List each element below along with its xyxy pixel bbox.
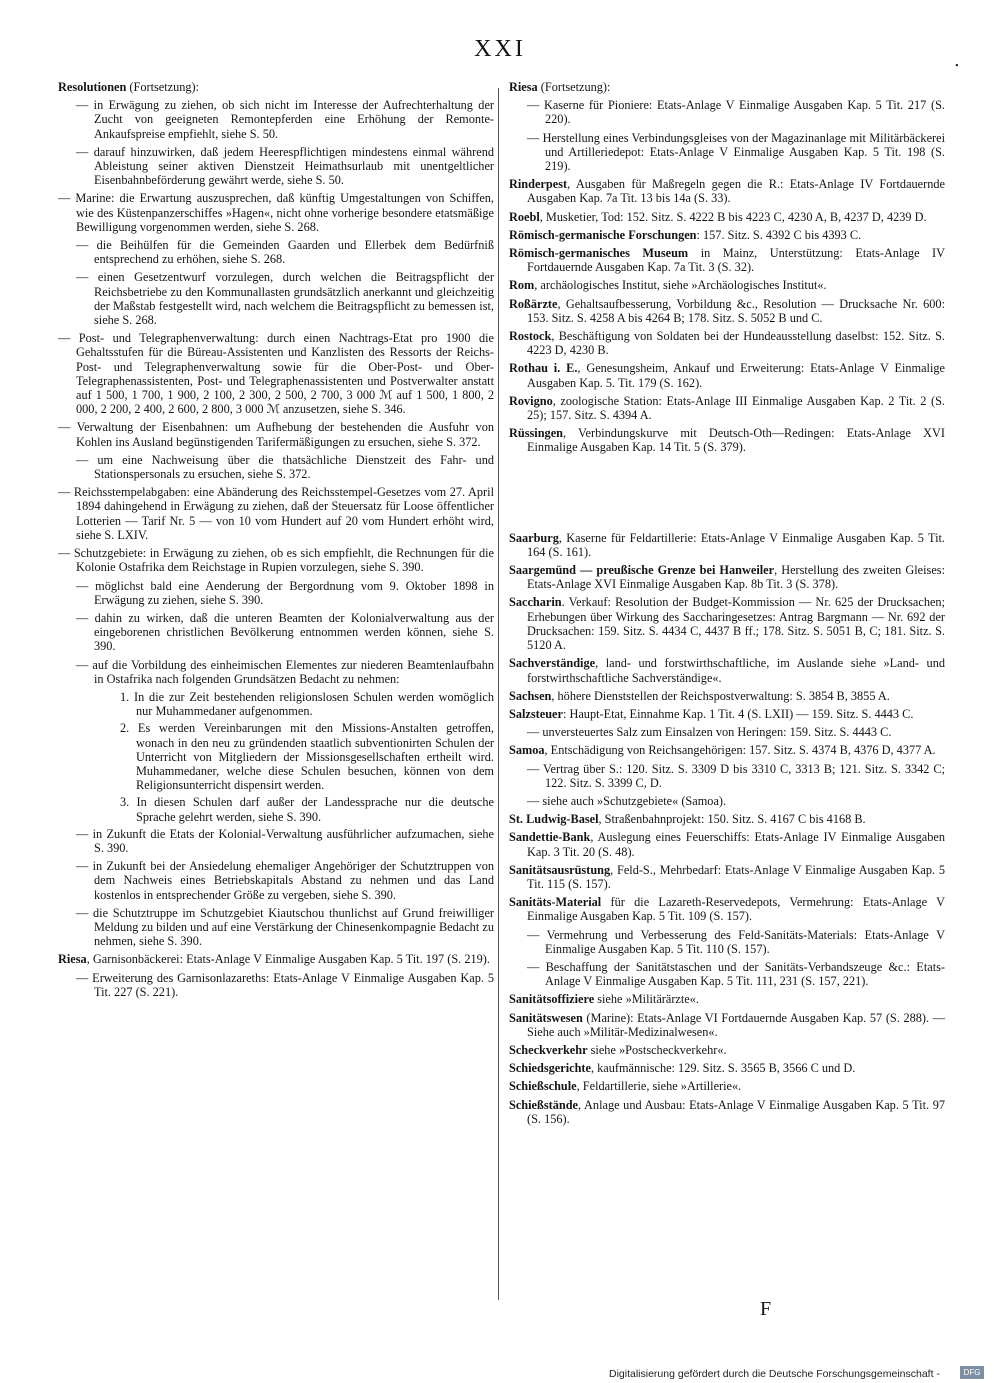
entry-text: , Feld-S., Mehrbedarf: Etats-Anlage V Einmalige Ausgaben Kap. 5 Tit. 115 (S. 157).	[527, 862, 945, 891]
index-entry	[509, 210, 945, 224]
index-entry	[509, 863, 945, 891]
entry-text: — Post- und Telegraphenverwaltung: durch einen Nachtrags-Etat pro 1900 die Gehaltsstufen für die Büreau-Assistenten und Kanzlisten des Ressorts der Reichs-Post- und Telegraphenverwaltung sowie für die Ober-Post- und Ober-Telegraphenassistenten, Post- und Telegraphenassistenten und Postverwalter anstatt auf 1 500, 1 700, 1 900, 2 100, 2 300, 2 500, 2 700, 3 000 ℳ auf 1 500, 1 800, 2 000, 2 200, 2 400, 2 600, 2 800, 3 000 ℳ anzusetzen, siehe S. 346.	[58, 331, 494, 417]
entry-text: — in Zukunft bei der Ansiedelung ehemaliger Angehöriger der Schutztruppen von dem Nachweis eines Betriebskapitals Abstand zu nehmen und das Land kostenlos in entsprechender Größe zu vergeben, siehe S. 390.	[76, 859, 494, 902]
entry-text: — Schutzgebiete: in Erwägung zu ziehen, ob es sich empfiehlt, die Rechnungen für die Kolonie Ostafrika dem Reichstage in Rupien vorzulegen, siehe S. 390.	[58, 546, 494, 575]
entry-headword: Roebl	[509, 209, 540, 224]
index-entry	[76, 827, 494, 855]
entry-text: in Mainz, Unterstützung: Etats-Anlage IV Fortdauernde Ausgaben Kap. 7a Tit. 3 (S. 32).	[527, 246, 946, 275]
entry-text: , Beschäftigung von Soldaten bei der Hundeausstellung daselbst: 152. Sitz. S. 4223 D, 4230 B.	[527, 329, 945, 358]
index-entry	[58, 546, 494, 574]
entry-headword: Sanitätsausrüstung	[509, 862, 611, 877]
index-entry	[58, 191, 494, 234]
entry-text: , Auslegung eines Feuerschiffs: Etats-Anlage IV Einmalige Ausgaben Kap. 3 Tit. 20 (S. 48).	[527, 830, 945, 859]
index-entry	[76, 579, 494, 607]
entry-text: , Ausgaben für Maßregeln gegen die R.: Etats-Anlage IV Fortdauernde Ausgaben Kap. 7a Tit. 13 bis 14a (S. 33).	[527, 177, 945, 206]
entry-headword: Römisch-germanische Forschungen	[509, 227, 697, 242]
entry-text: (Marine): Etats-Anlage VI Fortdauernde Ausgaben Kap. 57 (S. 288). — Siehe auch »Militär-Medizinalwesen«.	[527, 1010, 945, 1039]
column-divider	[498, 88, 499, 1300]
index-entry	[509, 394, 945, 422]
entry-text: — Kaserne für Pioniere: Etats-Anlage V Einmalige Ausgaben Kap. 5 Tit. 217 (S. 220).	[527, 98, 945, 127]
entry-headword: Sanitätswesen	[509, 1010, 583, 1025]
entry-text: — einen Gesetzentwurf vorzulegen, durch welchen die Beitragspflicht der Reichsbetriebe zu den Kommunallasten grundsätzlich anerkannt und gleichzeitig der Maßstab festgestellt wird, nach welchem die Beitragspflicht zu bemessen ist, siehe S. 268.	[76, 270, 494, 328]
index-entry	[509, 531, 945, 559]
entry-text: . Verkauf: Resolution der Budget-Kommission — Nr. 625 der Drucksachen; Erhebungen über Wirkung des Saccharingesetzes: Antrag Bargmann — Nr. 692 der Drucksachen: 159. Sitz. S. 4434 C, 4437 B ff.; 178. Sitz. S. 5051 B, C; 181. Sitz. S. 5120 A.	[527, 595, 945, 653]
index-entry	[527, 725, 945, 739]
index-entry	[527, 928, 945, 956]
index-entry	[76, 658, 494, 686]
entry-text: siehe »Militärärzte«.	[594, 992, 699, 1007]
entry-text: , Straßenbahnprojekt: 150. Sitz. S. 4167 C bis 4168 B.	[598, 812, 866, 827]
entry-text: : Haupt-Etat, Einnahme Kap. 1 Tit. 4 (S. LXII) — 159. Sitz. S. 4443 C.	[562, 706, 914, 721]
index-entry	[76, 859, 494, 902]
index-entry	[509, 1079, 945, 1093]
index-entry	[120, 795, 494, 823]
entry-headword: Römisch-germanisches Museum	[509, 246, 689, 261]
index-entry	[509, 278, 945, 292]
entry-headword: Rovigno	[509, 393, 553, 408]
index-entry	[76, 145, 494, 188]
index-entry	[509, 80, 945, 94]
entry-headword: Rüssingen	[509, 426, 563, 441]
entry-headword: Resolutionen	[58, 80, 127, 94]
index-entry	[76, 906, 494, 949]
index-entry	[509, 1098, 945, 1126]
entry-text: (Fortsetzung):	[126, 80, 200, 94]
entry-headword: Sandettie-Bank	[509, 830, 591, 845]
entry-text: , Herstellung des zweiten Gleises: Etats-Anlage XVI Einmalige Ausgaben Kap. 8b Tit. 3 (S. 378).	[527, 563, 945, 592]
index-entry	[509, 743, 945, 757]
entry-text: — Vermehrung und Verbesserung des Feld-Sanitäts-Materials: Etats-Anlage V Einmalige Ausgaben Kap. 5 Tit. 110 (S. 157).	[527, 927, 945, 956]
entry-text: — auf die Vorbildung des einheimischen Elementes zur niederen Beamtenlaufbahn in Ostafrika nach folgenden Grundsätzen Bedacht zu nehmen:	[76, 657, 494, 686]
index-entry	[509, 361, 945, 389]
index-entry	[58, 80, 494, 94]
entry-headword: Sanitätsoffiziere	[509, 992, 595, 1007]
entry-text: 3. In diesen Schulen darf außer der Landessprache nur die deutsche Sprache gelehrt werden, siehe S. 390.	[120, 795, 494, 824]
sheet-signature: F	[760, 1298, 772, 1320]
entry-text: 2. Es werden Vereinbarungen mit den Missions-Anstalten getroffen, wonach in den neu zu gründenden staatlich subventionirten Schulen der Unterricht von Mitgliedern der Missionsgesellschaften ertheilt wird. Muhammedaner, welche diese Schulen besuchen, können von dem Religionsunterricht dispensirt werden.	[120, 721, 494, 793]
entry-text: — dahin zu wirken, daß die unteren Beamten der Kolonialverwaltung aus der eingeborenen christlichen Bevölkerung entnommen werden können, siehe S. 390.	[76, 610, 494, 654]
entry-headword: Salzsteuer	[509, 706, 563, 721]
entry-text: , Garnisonbäckerei: Etats-Anlage V Einmalige Ausgaben Kap. 5 Tit. 197 (S. 219).	[86, 952, 490, 967]
entry-text: , kaufmännische: 129. Sitz. S. 3565 B, 3566 C und D.	[590, 1061, 856, 1076]
entry-text: , land- und forstwirthschaftliche, im Auslande siehe »Land- und forstwirthschaftliche Sachverständige«.	[527, 656, 945, 685]
entry-text: — die Beihülfen für die Gemeinden Gaarden und Ellerbek dem Bedürfniß entsprechend zu erhöhen, siehe S. 268.	[76, 238, 494, 267]
index-entry	[58, 952, 494, 966]
entry-text: — Marine: die Erwartung auszusprechen, daß künftig Umgestaltungen von Schiffen, wie des Küstenpanzerschiffes »Hagen«, nicht ohne vorherige besondere etatsmäßige Bewilligung vorgenommen werden, siehe S. 268.	[58, 191, 494, 234]
entry-text: , archäologisches Institut, siehe »Archäologisches Institut«.	[534, 278, 827, 293]
entry-headword: Schiedsgerichte	[509, 1061, 591, 1076]
index-entry	[509, 812, 945, 826]
entry-text: für die Lazareth-Reservedepots, Vermehrung: Etats-Anlage V Einmalige Ausgaben Kap. 5 Tit. 109 (S. 157).	[527, 895, 945, 924]
entry-text: , Verbindungskurve mit Deutsch-Oth—Redingen: Etats-Anlage XVI Einmalige Ausgaben Kap. 14 Tit. 5 (S. 379).	[527, 426, 945, 455]
entry-headword: Scheckverkehr	[509, 1042, 588, 1057]
entry-text: , Entschädigung von Reichsangehörigen: 157. Sitz. S. 4374 B, 4376 D, 4377 A.	[544, 743, 936, 758]
entry-headword: Saarburg	[509, 530, 559, 545]
index-entry	[76, 453, 494, 481]
entry-text: : 157. Sitz. S. 4392 C bis 4393 C.	[696, 227, 862, 242]
index-entry	[527, 794, 945, 808]
entry-text: 1. In die zur Zeit bestehenden religionslosen Schulen werden womöglich nur Muhammedaner aufgenommen.	[120, 689, 494, 719]
entry-headword: Saccharin	[509, 595, 562, 610]
entry-headword: Schießschule	[509, 1079, 577, 1094]
entry-text: , Genesungsheim, Ankauf und Erweiterung: Etats-Anlage V Einmalige Ausgaben Kap. 5. Tit. 179 (S. 162).	[527, 361, 945, 390]
entry-headword: Samoa	[509, 743, 545, 758]
left-column	[58, 80, 494, 1003]
entry-text: — möglichst bald eine Aenderung der Bergordnung vom 9. Oktober 1898 in Erwägung zu ziehen, siehe S. 390.	[76, 578, 494, 607]
entry-headword: Sanitäts-Material	[509, 895, 602, 910]
entry-text: — in Erwägung zu ziehen, ob sich nicht im Interesse der Aufrechterhaltung der Zucht von geeigneten Remontepferden eine Erhöhung der Remonte-Ankaufspreise empfiehlt, siehe S. 50.	[76, 98, 494, 141]
entry-headword: Schießstände	[509, 1097, 579, 1112]
index-entry	[509, 228, 945, 242]
index-entry	[509, 595, 945, 652]
entry-headword: Rom	[509, 278, 535, 293]
entry-text: — Reichsstempelabgaben: eine Abänderung des Reichsstempel-Gesetzes vom 27. April 1894 dahingehend in Erwägung zu ziehen, daß der Steuersatz für Loose öffentlicher Lotterien — Tarif Nr. 5 — von 10 vom Hundert auf 20 vom Hundert erhöht wird, siehe S. LXIV.	[58, 485, 494, 542]
index-entry	[527, 98, 945, 126]
entry-text: — Verwaltung der Eisenbahnen: um Aufhebung der bestehenden die Ausfuhr von Kohlen ins Ausland begünstigenden Tarifermäßigungen zu ersuchen, siehe S. 372.	[58, 420, 494, 449]
index-entry	[509, 177, 945, 205]
index-entry	[527, 762, 945, 790]
index-entry	[120, 690, 494, 718]
entry-text: — Erweiterung des Garnisonlazareths: Etats-Anlage V Einmalige Ausgaben Kap. 5 Tit. 227 (S. 221).	[76, 970, 494, 999]
index-entry	[58, 420, 494, 448]
entry-text: — die Schutztruppe im Schutzgebiet Kiautschou thunlichst auf Grund freiwilliger Meldung zu bilden und auf eine Verstärkung der Chinesenkompagnie Bedacht zu nehmen, siehe S. 390.	[76, 905, 494, 949]
entry-text: — um eine Nachweisung über die thatsächliche Dienstzeit des Fahr- und Stationspersonals zu ersuchen, siehe S. 372.	[76, 452, 494, 482]
column-gap	[509, 459, 945, 531]
index-entry	[509, 1011, 945, 1039]
index-entry	[120, 721, 494, 792]
entry-headword: Sachverständige	[509, 656, 596, 671]
entry-headword: Rinderpest	[509, 177, 568, 192]
index-entry	[58, 485, 494, 542]
index-entry	[527, 960, 945, 988]
index-entry	[509, 895, 945, 923]
index-entry	[509, 246, 945, 274]
entry-text: , zoologische Station: Etats-Anlage III Einmalige Ausgaben Kap. 2 Tit. 2 (S. 25); 157. Sitz. S. 4394 A.	[527, 393, 945, 423]
index-entry	[76, 611, 494, 654]
index-entry	[76, 98, 494, 141]
index-entry	[76, 270, 494, 327]
index-entry	[509, 656, 945, 684]
entry-headword: Sachsen	[509, 688, 552, 703]
index-entry	[509, 426, 945, 454]
index-entry	[76, 971, 494, 999]
index-entry	[509, 830, 945, 858]
entry-headword: Rostock	[509, 329, 552, 344]
index-entry	[527, 131, 945, 174]
entry-text: — Beschaffung der Sanitätstaschen und der Sanitäts-Verbandszeuge &c.: Etats-Anlage V Einmalige Ausgaben Kap. 5 Tit. 111, 231 (S. 157, 221).	[527, 959, 945, 989]
entry-text: , Gehaltsaufbesserung, Vorbildung &c., Resolution — Drucksache Nr. 600: 153. Sitz. S. 4258 A bis 4264 B; 178. Sitz. S. 5052 B und C.	[527, 296, 945, 325]
entry-text: — in Zukunft die Etats der Kolonial-Verwaltung ausführlicher aufzumachen, siehe S. 390.	[76, 826, 494, 855]
dfg-logo-icon: DFG	[960, 1366, 984, 1379]
entry-headword: St. Ludwig-Basel	[509, 812, 599, 827]
index-entry	[509, 329, 945, 357]
entry-headword: Riesa	[509, 80, 538, 94]
index-entry	[509, 689, 945, 703]
entry-text: , Anlage und Ausbau: Etats-Anlage V Einmalige Ausgaben Kap. 5 Tit. 97 (S. 156).	[527, 1097, 945, 1126]
index-entry	[509, 563, 945, 591]
index-entry	[509, 992, 945, 1006]
entry-text: , Feldartillerie, siehe »Artillerie«.	[576, 1079, 742, 1094]
entry-text: , Kaserne für Feldartillerie: Etats-Anlage V Einmalige Ausgaben Kap. 5 Tit. 164 (S. 161).	[527, 530, 945, 559]
entry-text: — siehe auch »Schutzgebiete« (Samoa).	[527, 793, 727, 808]
footer-credit: Digitalisierung gefördert durch die Deutsche Forschungsgemeinschaft -	[609, 1368, 940, 1380]
index-entry	[509, 707, 945, 721]
entry-text: — Vertrag über S.: 120. Sitz. S. 3309 D bis 3310 C, 3313 B; 121. Sitz. S. 3342 C; 122. Sitz. S. 3399 C, D.	[527, 761, 945, 790]
entry-text: , Musketier, Tod: 152. Sitz. S. 4222 B bis 4223 C, 4230 A, B, 4237 D, 4239 D.	[539, 209, 927, 224]
page-number: XXI	[474, 36, 526, 62]
stray-dot: .	[954, 50, 960, 71]
entry-text: (Fortsetzung):	[537, 80, 611, 94]
right-column	[509, 80, 945, 1130]
entry-text: — Herstellung eines Verbindungsgleises von der Magazinanlage mit Militärbäckerei und Artilleriedepot: Etats-Anlage V Einmalige Ausgaben Kap. 5 Tit. 198 (S. 219).	[527, 130, 945, 174]
index-entry	[58, 331, 494, 416]
index-entry	[509, 297, 945, 325]
entry-text: — unversteuertes Salz zum Einsalzen von Heringen: 159. Sitz. S. 4443 C.	[527, 725, 892, 740]
index-entry	[76, 238, 494, 266]
index-entry	[509, 1061, 945, 1075]
entry-headword: Saargemünd — preußische Grenze bei Hanweiler	[509, 563, 775, 578]
entry-headword: Roßärzte	[509, 296, 558, 311]
entry-text: , höhere Dienststellen der Reichspostverwaltung: S. 3854 B, 3855 A.	[551, 688, 890, 703]
index-entry	[509, 1043, 945, 1057]
entry-text: — darauf hinzuwirken, daß jedem Heerespflichtigen mindestens einmal während Ableistung seiner aktiven Dienstzeit Heimathsurlaub mit unentgeltlicher Eisenbahnbeförderung gewährt werde, siehe S. 50.	[76, 144, 494, 188]
entry-headword: Riesa	[58, 952, 87, 967]
entry-text: siehe »Postscheckverkehr«.	[587, 1042, 727, 1057]
entry-headword: Rothau i. E.	[509, 361, 578, 376]
